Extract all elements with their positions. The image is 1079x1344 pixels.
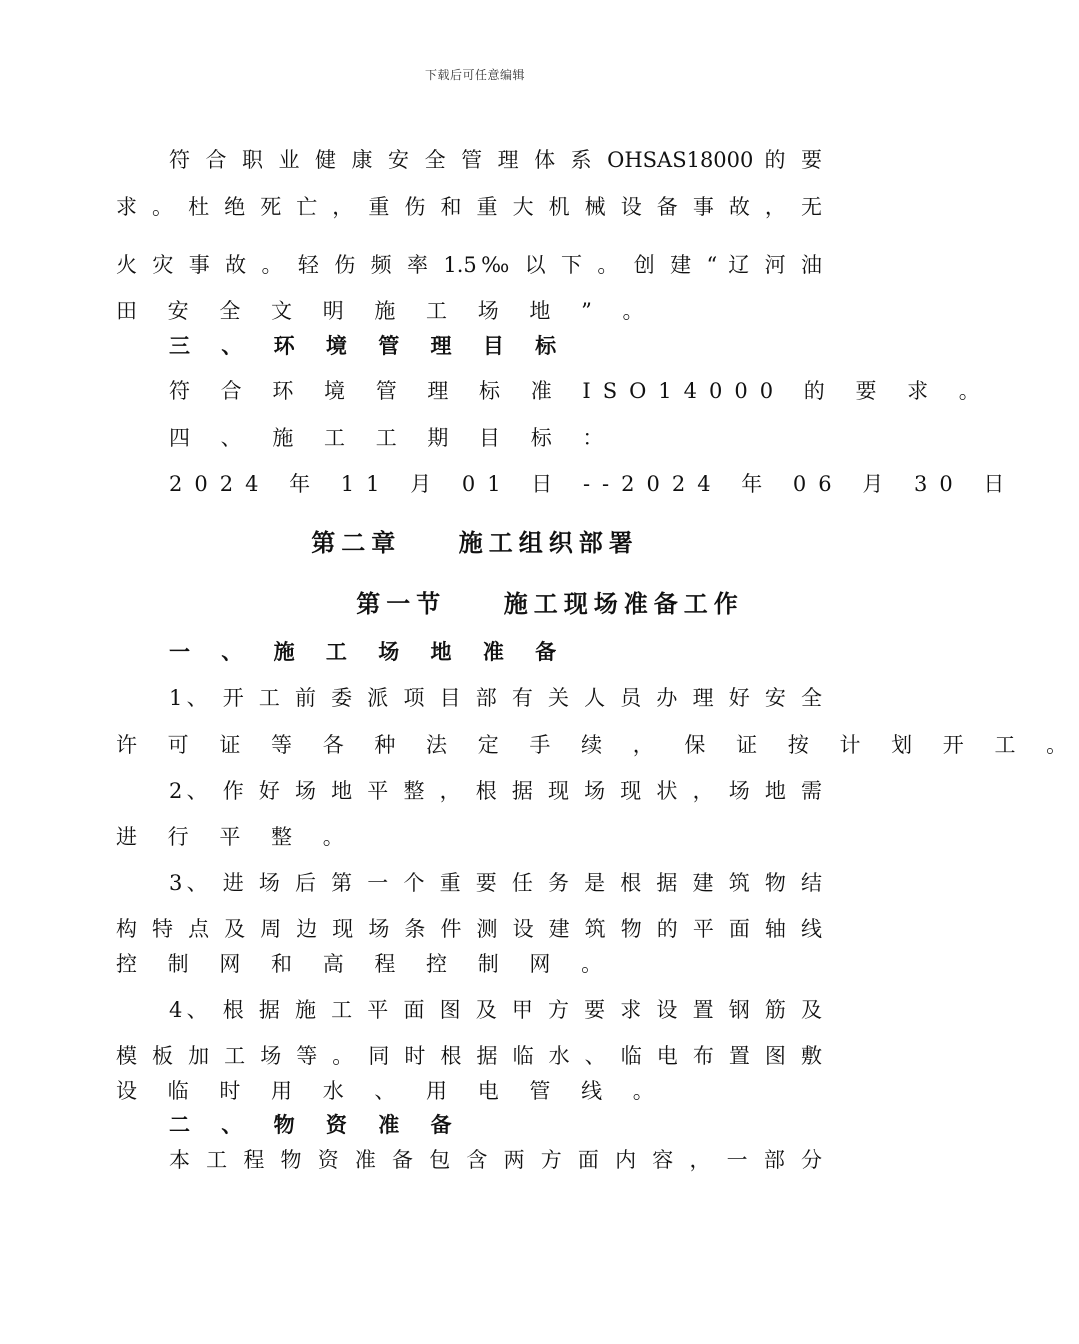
section-heading-schedule: 四 、 施 工 工 期 目 标 ： [169,426,616,450]
body-line-item4-a: 4、 根 据 施 工 平 面 图 及 甲 方 要 求 设 置 钢 筋 及 [169,998,822,1022]
body-line-item4-c: 设 临 时 用 水 、 用 电 管 线 。 [116,1079,666,1103]
page-header: 下载后可任意编辑 [424,68,525,82]
body-line-2: 求 。 杜 绝 死 亡 ， 重 伤 和 重 大 机 械 设 备 事 故 ， 无 [116,195,822,219]
chapter-title: 第二章 施工组织部署 [311,528,639,557]
body-line-item2-b: 进 行 平 整 。 [116,825,356,849]
section-title: 第一节 施工现场准备工作 [356,589,744,618]
body-line-item2-a: 2、 作 好 场 地 平 整 ， 根 据 现 场 现 状 ， 场 地 需 [169,779,822,803]
subsection-heading-site: 一 、 施 工 场 地 准 备 [169,639,569,664]
body-line-item1-a: 1、 开 工 前 委 派 项 目 部 有 关 人 员 办 理 好 安 全 [169,686,822,710]
body-line-materials: 本 工 程 物 资 准 备 包 含 两 方 面 内 容 ， 一 部 分 [169,1148,822,1172]
body-line-environment: 符 合 环 境 管 理 标 准 ISO14000 的 要 求 。 [169,379,992,403]
body-line-item1-b: 许 可 证 等 各 种 法 定 手 续 ， 保 证 按 计 划 开 工 。 [116,733,1079,757]
subsection-heading-materials: 二 、 物 资 准 备 [169,1112,464,1137]
body-line-4: 田 安 全 文 明 施 工 场 地 ” 。 [116,299,656,323]
body-line-3: 火 灾 事 故 。 轻 伤 频 率 1.5‰ 以 下 。 创 建 “ 辽 河 油 [116,253,822,277]
section-heading-environment: 三 、 环 境 管 理 目 标 [169,333,569,358]
body-line-1: 符 合 职 业 健 康 安 全 管 理 体 系 OHSAS18000 的 要 [169,148,822,172]
body-line-item4-b: 模 板 加 工 场 等 。 同 时 根 据 临 水 、 临 电 布 置 图 敷 [116,1044,822,1068]
body-line-item3-a: 3、 进 场 后 第 一 个 重 要 任 务 是 根 据 建 筑 物 结 [169,871,822,895]
body-line-item3-c: 控 制 网 和 高 程 控 制 网 。 [116,952,615,976]
body-line-item3-b: 构 特 点 及 周 边 现 场 条 件 测 设 建 筑 物 的 平 面 轴 线 [116,917,822,941]
schedule-dates: 2024 年 11 月 01 日 --2024 年 06 月 30 日 [169,472,1017,496]
